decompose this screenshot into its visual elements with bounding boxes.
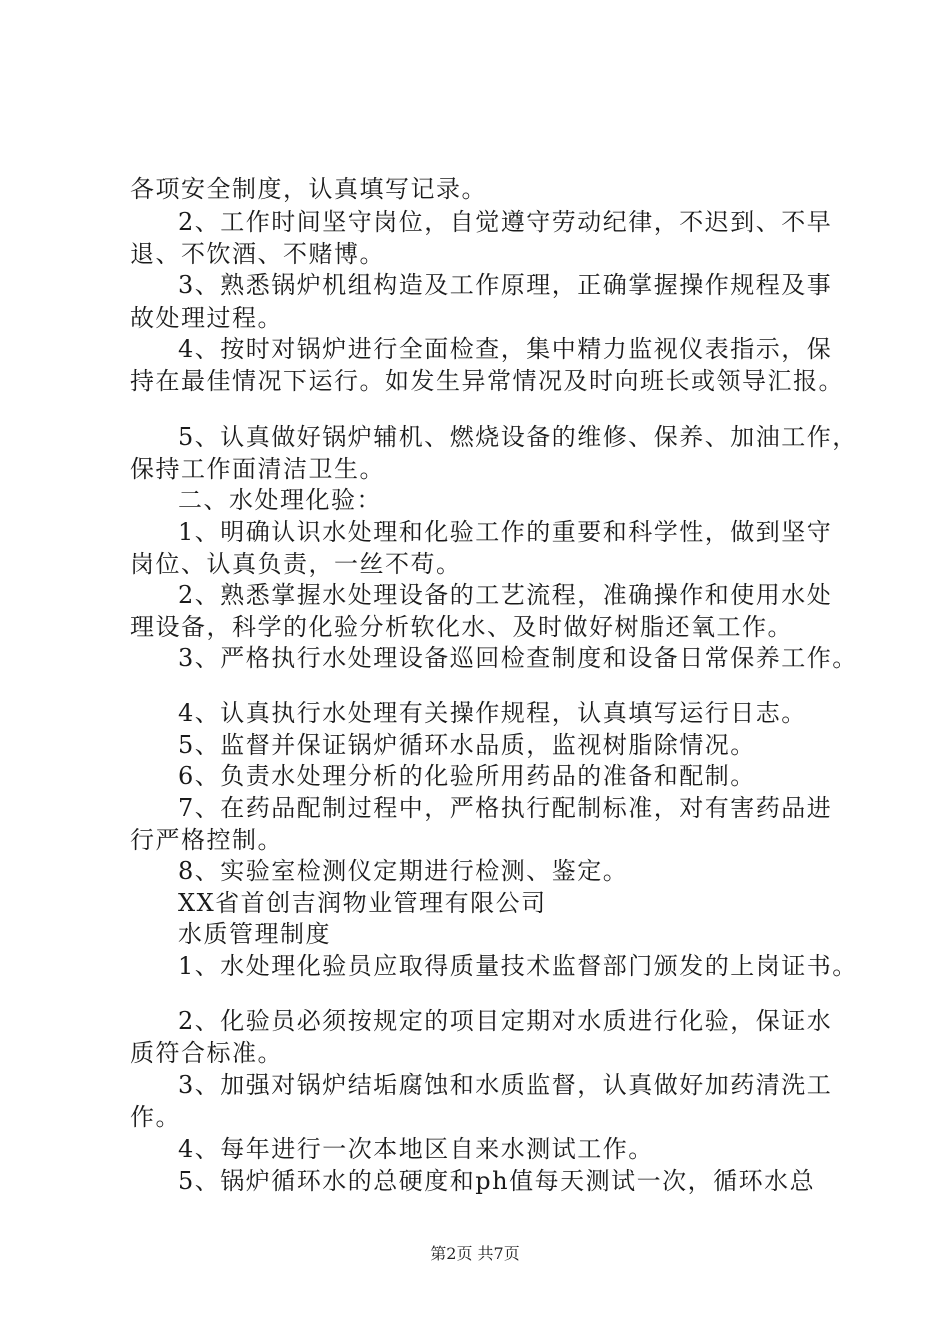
text-line: 4、按时对锅炉进行全面检查，集中精力监视仪表指示，保 [178, 335, 833, 363]
text-line: 行严格控制。 [130, 826, 283, 854]
text-line: 4、每年进行一次本地区自来水测试工作。 [178, 1135, 654, 1163]
text-line: 持在最佳情况下运行。如发生异常情况及时向班长或领导汇报。 [130, 367, 844, 395]
text-line: 8、实验室检测仪定期进行检测、鉴定。 [178, 857, 629, 885]
text-line: 3、熟悉锅炉机组构造及工作原理，正确掌握操作规程及事 [178, 271, 833, 299]
text-line: 5、锅炉循环水的总硬度和ph值每天测试一次，循环水总 [178, 1167, 816, 1195]
text-line: 3、加强对锅炉结垢腐蚀和水质监督，认真做好加药清洗工 [178, 1071, 833, 1099]
text-line: 5、认真做好锅炉辅机、燃烧设备的维修、保养、加油工作， [178, 423, 858, 451]
text-line: 2、工作时间坚守岗位，自觉遵守劳动纪律，不迟到、不早 [178, 208, 833, 236]
text-line: 岗位、认真负责，一丝不苟。 [130, 550, 462, 578]
text-line: 2、化验员必须按规定的项目定期对水质进行化验，保证水 [178, 1007, 833, 1035]
text-line: 7、在药品配制过程中，严格执行配制标准，对有害药品进 [178, 794, 833, 822]
page-number-footer: 第2页 共7页 [430, 1244, 520, 1263]
section-heading: 二、水处理化验： [178, 486, 382, 514]
text-line: 理设备，科学的化验分析软化水、及时做好树脂还氧工作。 [130, 613, 793, 641]
section-title: 水质管理制度 [178, 920, 331, 948]
text-line: 作。 [130, 1103, 181, 1131]
text-line: 4、认真执行水处理有关操作规程，认真填写运行日志。 [178, 699, 807, 727]
company-name: XX省首创吉润物业管理有限公司 [178, 889, 547, 917]
text-line: 5、监督并保证锅炉循环水品质，监视树脂除情况。 [178, 731, 756, 759]
text-line: 6、负责水处理分析的化验所用药品的准备和配制。 [178, 762, 756, 790]
text-line: 3、严格执行水处理设备巡回检查制度和设备日常保养工作。 [178, 644, 858, 672]
text-line: 退、不饮酒、不赌博。 [130, 240, 385, 268]
text-line: 1、明确认识水处理和化验工作的重要和科学性，做到坚守 [178, 518, 833, 546]
text-line: 故处理过程。 [130, 304, 283, 332]
text-line: 各项安全制度，认真填写记录。 [130, 175, 487, 203]
text-line: 保持工作面清洁卫生。 [130, 455, 385, 483]
text-line: 1、水处理化验员应取得质量技术监督部门颁发的上岗证书。 [178, 952, 858, 980]
text-line: 2、熟悉掌握水处理设备的工艺流程，准确操作和使用水处 [178, 581, 833, 609]
text-line: 质符合标准。 [130, 1039, 283, 1067]
